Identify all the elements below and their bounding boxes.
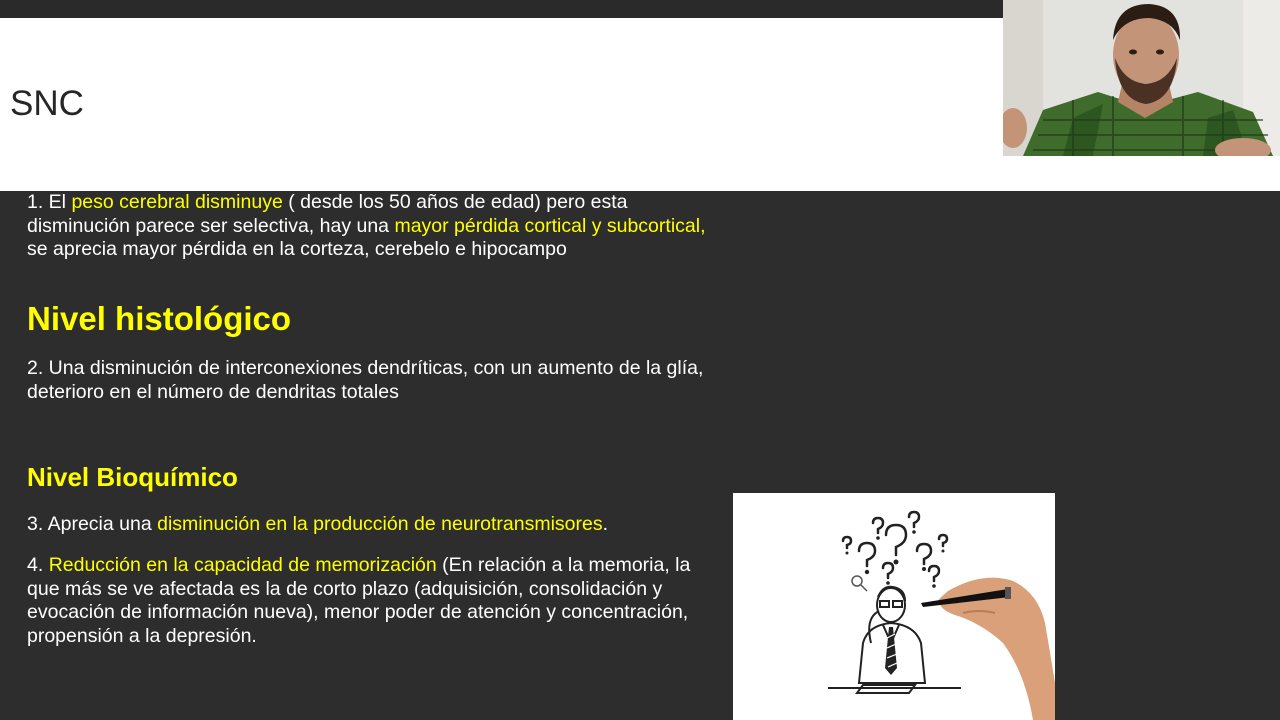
item-3 [27, 513, 717, 537]
item-4-highlight: Reducción en la capacidad de memorización [48, 554, 437, 576]
item-1-text-a: 1. El [27, 191, 72, 213]
item-1-highlight-b: mayor pérdida cortical y subcortical, [394, 214, 706, 237]
item-4-text-b: (En relación a la memoria, la que más se ve afectada es la de corto plazo (adquisición, consolidación y evocación de información nueva), menor poder de atención y concentración, propensión a la depresión. [27, 554, 691, 647]
slide-title: SNC [10, 84, 84, 123]
heading-bioquimico: Nivel Bioquímico [27, 462, 238, 492]
item-1-text-c: se aprecia mayor pérdida en la corteza, cerebelo e hipocampo [27, 238, 567, 260]
item-4-text-a: 4. [27, 554, 49, 576]
thinking-man-icon [733, 493, 1055, 720]
presenter-webcam [1003, 0, 1280, 156]
item-2: 2. Una disminución de interconexiones dendríticas, con un aumento de la glía, deterioro en el número de dendritas totales [27, 357, 704, 403]
item-3-text-a: 3. Aprecia una [27, 513, 158, 535]
item-1 [27, 191, 717, 262]
item-1-highlight-a: peso cerebral disminuye [71, 191, 283, 213]
heading-histologico: Nivel histológico [27, 300, 292, 337]
item-4 [27, 554, 717, 648]
item-3-text-b: . [602, 513, 609, 535]
item-3-highlight: disminución en la producción de neurotransmisores [157, 513, 603, 535]
item-1-text-b: ( desde los 50 años de edad) pero esta disminución parece ser selectiva, hay una [27, 191, 628, 237]
presenter-video-icon [1003, 0, 1280, 156]
thinking-man-illustration [733, 493, 1055, 720]
